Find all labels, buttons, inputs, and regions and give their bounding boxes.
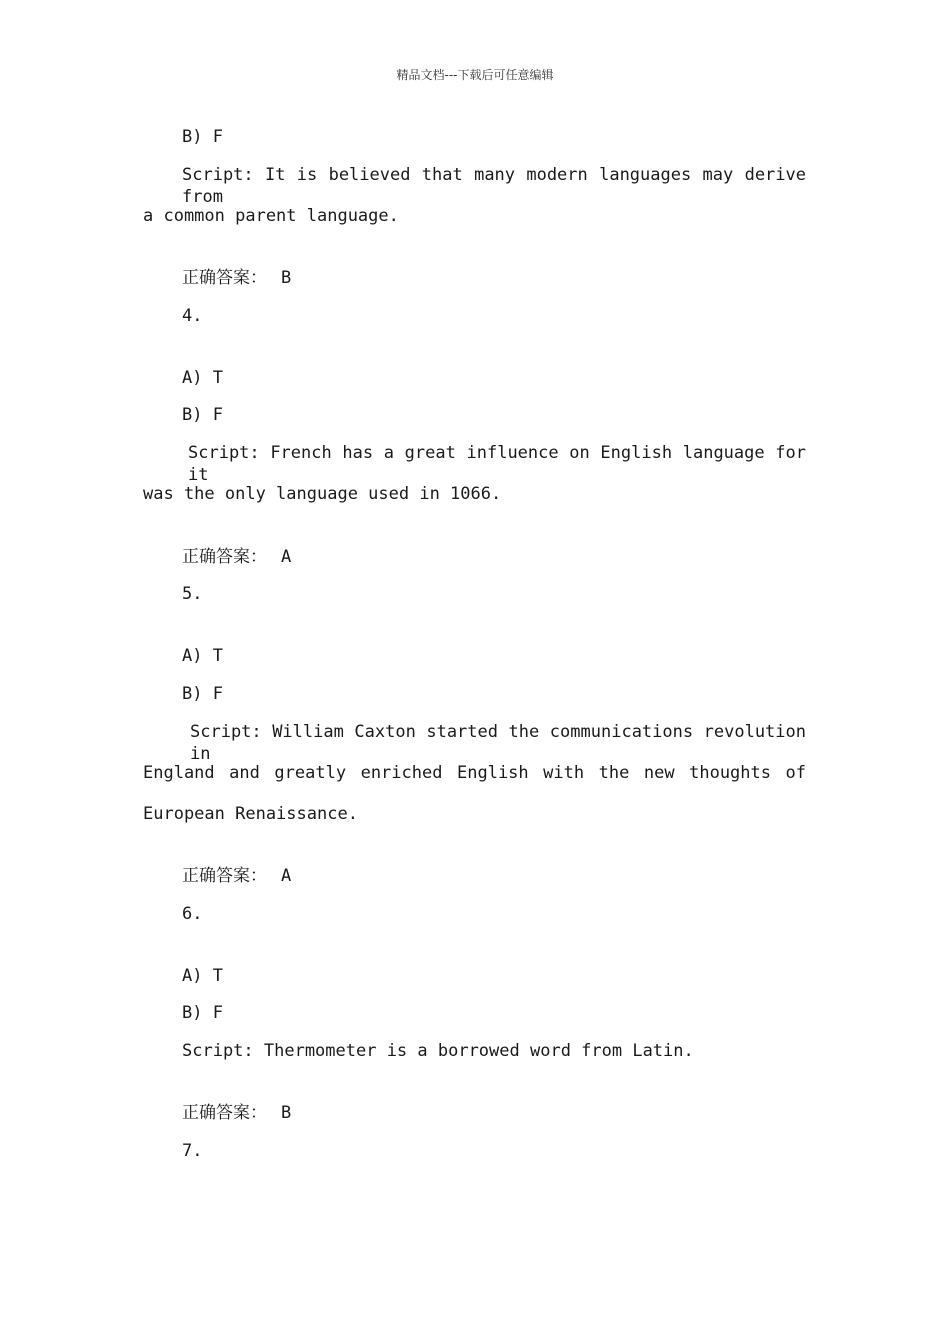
script-line: Script: Thermometer is a borrowed word from Latin. — [182, 1041, 694, 1061]
script-line: England and greatly enriched English with the new thoughts of — [143, 763, 806, 783]
script-line: Script: It is believed that many modern languages may derive from — [182, 165, 806, 207]
option-a: A) T — [182, 368, 223, 388]
answer-line — [182, 865, 291, 887]
script-line: a common parent language. — [143, 206, 399, 226]
script-line: was the only language used in 1066. — [143, 484, 502, 504]
answer-line — [182, 546, 291, 568]
script-line: Script: William Caxton started the communications revolution in — [190, 722, 806, 764]
question-number: 7. — [182, 1141, 203, 1161]
option-a: A) T — [182, 966, 223, 986]
option-b: B) F — [182, 127, 223, 147]
answer-value: B — [281, 1103, 292, 1123]
answer-value: A — [281, 866, 292, 886]
answer-value: B — [281, 268, 292, 288]
script-line: European Renaissance. — [143, 804, 358, 824]
answer-label: 正确答案： — [182, 866, 267, 886]
option-a: A) T — [182, 646, 223, 666]
answer-line — [182, 267, 291, 289]
answer-label: 正确答案： — [182, 1103, 267, 1123]
script-line: Script: French has a great influence on English language for it — [188, 443, 806, 485]
option-b: B) F — [182, 405, 223, 425]
question-number: 4. — [182, 306, 203, 326]
question-number: 5. — [182, 584, 203, 604]
page-header: 精品文档---下载后可任意编辑 — [396, 68, 554, 82]
answer-label: 正确答案： — [182, 547, 267, 567]
answer-line — [182, 1102, 291, 1124]
answer-value: A — [281, 547, 292, 567]
question-number: 6. — [182, 904, 203, 924]
option-b: B) F — [182, 684, 223, 704]
answer-label: 正确答案： — [182, 268, 267, 288]
option-b: B) F — [182, 1003, 223, 1023]
